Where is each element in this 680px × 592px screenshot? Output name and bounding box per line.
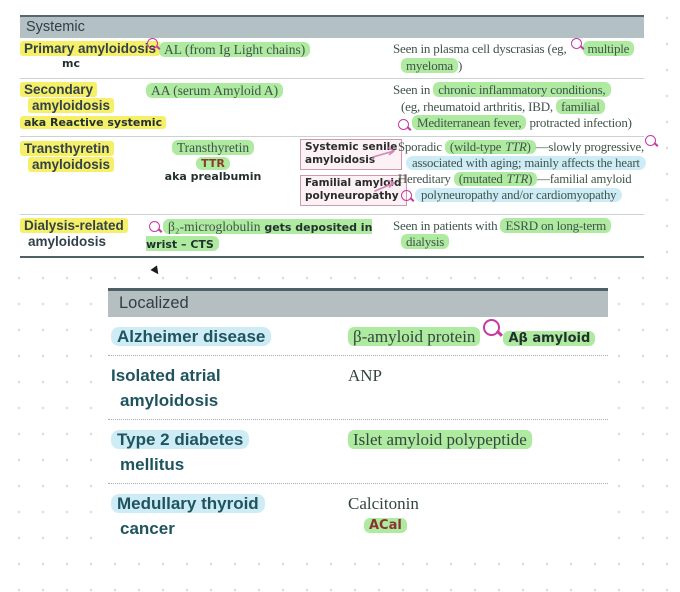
connector-arrows — [372, 139, 399, 205]
row-secondary-amyloidosis — [20, 78, 644, 136]
quiz-q-icon[interactable] — [571, 38, 582, 49]
primary-assoc-hl-myeloma: myeloma — [401, 58, 458, 73]
wildtype-paren: ) — [526, 139, 531, 154]
familial-box-line1: Familial amyloid — [305, 176, 402, 189]
secondary-assoc-eg: (eg, rheumatoid arthritis, IBD, — [401, 98, 553, 114]
quiz-q-icon[interactable] — [398, 119, 409, 130]
medullary-thyroid-cell — [108, 491, 348, 541]
mutated-paren: ) — [528, 171, 533, 186]
alzheimer-protein-cell — [348, 324, 608, 349]
secondary-assoc-hl-familial: familial — [556, 99, 605, 114]
dialysis-name-cell — [20, 218, 146, 252]
isolated-atrial-line2: amyloidosis — [120, 391, 219, 410]
transthyretin-name-line1: Transthyretin — [20, 141, 114, 156]
row-type2-diabetes — [108, 420, 608, 484]
localized-table-header — [108, 288, 608, 317]
medullary-thyroid-line2: cancer — [120, 519, 175, 538]
sporadic-tail: —slowly progressive, — [535, 139, 645, 154]
dialysis-name-line1: Dialysis-related — [20, 218, 128, 233]
systemic-table-header — [20, 15, 644, 38]
senile-box-line2: amyloidosis — [305, 154, 376, 166]
row-medullary-thyroid — [108, 484, 608, 547]
primary-association-cell — [393, 41, 644, 74]
anp-protein-cell — [348, 363, 608, 413]
primary-assoc-hl-multiple: multiple — [583, 41, 635, 56]
secondary-name-line1: Secondary — [20, 82, 97, 97]
dialysis-association-cell — [393, 218, 644, 252]
beta2-microglobulin: β₂-microglobulin — [168, 218, 261, 234]
transthyretin-protein: Transthyretin — [172, 140, 254, 155]
row-dialysis-related-amyloidosis — [20, 214, 644, 256]
quiz-q-icon[interactable] — [483, 319, 500, 336]
row-primary-amyloidosis — [20, 38, 644, 78]
systemic-table-body — [20, 38, 644, 258]
islet-amyloid-polypeptide: Islet amyloid polypeptide — [348, 430, 532, 449]
type2-diabetes-cell — [108, 427, 348, 477]
calcitonin-protein-cell — [348, 491, 608, 541]
hereditary-tail: —familial amyloid — [537, 171, 632, 186]
quiz-q-icon[interactable] — [147, 38, 158, 49]
wrist-cts-note: gets deposited in wrist – CTS — [146, 220, 373, 251]
secondary-protein: AA (serum Amyloid A) — [146, 83, 283, 98]
row-alzheimer — [108, 317, 608, 356]
familial-box-line2: polyneuropathy — [305, 190, 399, 202]
primary-assoc-text: Seen in plasma cell dyscrasias (eg, — [393, 41, 567, 56]
dialysis-assoc-seen: Seen in patients with — [393, 217, 498, 233]
dialysis-protein-hl — [146, 219, 372, 251]
mutated-text: (mutated — [458, 171, 503, 186]
isolated-atrial-line1: Isolated atrial — [111, 366, 221, 385]
primary-note-mc: mc — [62, 57, 80, 70]
acal-note: ACal — [364, 518, 407, 533]
secondary-note-aka: aka Reactive systemic — [20, 116, 166, 129]
type2-diabetes-line2: mellitus — [120, 455, 185, 474]
alzheimer-disease-label: Alzheimer disease — [111, 327, 271, 346]
row-transthyretin-amyloidosis — [20, 136, 644, 214]
secondary-protein-cell — [146, 82, 393, 132]
transthyretin-name-line2: amyloidosis — [28, 157, 114, 172]
systemic-header-label: Systemic — [26, 19, 85, 35]
isolated-atrial-cell — [108, 363, 348, 413]
transthyretin-protein-cell — [146, 140, 280, 183]
systemic-table — [10, 5, 652, 258]
primary-protein-cell — [146, 41, 393, 74]
secondary-name-cell — [20, 82, 163, 132]
wildtype-text: (wild-type — [449, 139, 502, 154]
hereditary-label: Hereditary — [398, 171, 451, 186]
row-isolated-atrial — [108, 356, 608, 420]
secondary-name-line2: amyloidosis — [28, 98, 114, 113]
medullary-thyroid-line1: Medullary thyroid — [111, 494, 265, 513]
sporadic-aging-hl: associated with aging; mainly affects the heart — [406, 156, 646, 170]
abeta-amyloid-note: Aβ amyloid — [503, 331, 595, 346]
primary-name: Primary amyloidosis — [20, 41, 160, 56]
sporadic-label: Sporadic — [398, 139, 442, 154]
quiz-q-icon[interactable] — [645, 135, 656, 146]
transthyretin-association-cell — [398, 139, 648, 203]
secondary-assoc-seen-in: Seen in — [393, 82, 431, 97]
secondary-association-cell — [393, 82, 644, 132]
mutated-ttr-italic: TTR — [506, 171, 529, 186]
quiz-q-icon[interactable] — [149, 221, 160, 232]
anp-protein: ANP — [348, 366, 383, 385]
dialysis-assoc-hl-esrd: ESRD on long-term — [500, 218, 611, 233]
primary-assoc-close-paren: ) — [457, 57, 463, 73]
localized-table — [108, 282, 608, 557]
ttr-abbreviation: TTR — [196, 157, 230, 170]
quiz-q-icon[interactable] — [401, 190, 412, 201]
mouse-cursor — [150, 265, 161, 276]
localized-header-label: Localized — [119, 294, 189, 312]
secondary-assoc-hl-mediterranean: Mediterranean fever, — [412, 115, 526, 130]
mutated-ttr-hl — [454, 172, 537, 186]
beta-amyloid-protein: β-amyloid protein — [348, 327, 480, 346]
primary-name-cell — [20, 41, 157, 74]
dialysis-assoc-hl-dialysis: dialysis — [401, 234, 449, 249]
transthyretin-name-cell — [20, 141, 114, 173]
secondary-assoc-protracted: protracted infection) — [529, 115, 632, 130]
dialysis-name-line2: amyloidosis — [28, 233, 107, 249]
prealbumin-note: aka prealbumin — [164, 169, 262, 183]
wildtype-ttr-italic: TTR — [505, 139, 527, 154]
primary-protein: AL (from Ig Light chains) — [159, 42, 310, 57]
hereditary-polyneuropathy-hl: polyneuropathy and/or cardiomyopathy — [415, 188, 622, 202]
dialysis-protein-cell — [146, 218, 393, 252]
iapp-protein-cell — [348, 427, 608, 477]
alzheimer-disease-cell — [108, 324, 348, 349]
secondary-assoc-hl-chronic: chronic inflammatory conditions, — [433, 82, 610, 97]
senile-box-line1: Systemic senile — [305, 140, 398, 153]
sporadic-wildtype-hl — [445, 140, 536, 154]
type2-diabetes-line1: Type 2 diabetes — [111, 430, 249, 449]
calcitonin-protein: Calcitonin — [348, 494, 419, 513]
